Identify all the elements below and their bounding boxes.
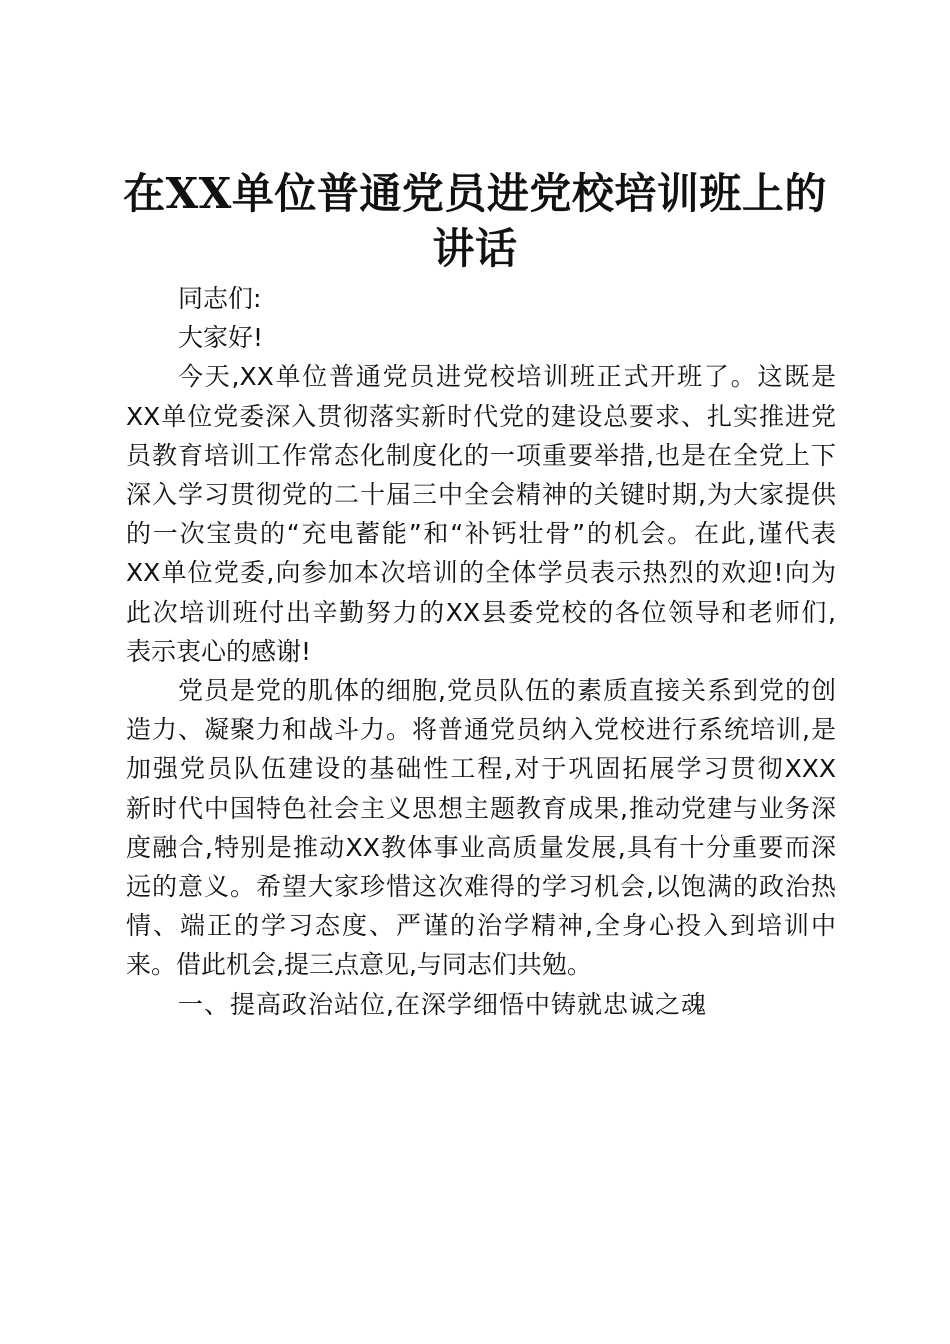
paragraph-1-line: 深入学习贯彻党的二十届三中全会精神的关键时期,为大家提供 [126,480,836,510]
paragraph-1-line: XX单位党委,向参加本次培训的全体学员表示热烈的欢迎!向为 [126,558,836,588]
greeting: 大家好! [178,323,264,353]
paragraph-2-line: 党员是党的肌体的细胞,党员队伍的素质直接关系到党的创 [178,676,836,706]
paragraph-1-line: 此次培训班付出辛勤努力的XX县委党校的各位领导和老师们, [126,597,836,627]
section-1-heading: 一、提高政治站位,在深学细悟中铸就忠诚之魂 [178,989,707,1019]
title-line-2: 讲话 [432,224,518,273]
paragraph-1 [126,357,836,671]
document-body [126,279,836,1024]
title-line-1: 在XX单位普通党员进党校培训班上的 [123,169,827,218]
paragraph-2-line: 情、端正的学习态度、严谨的治学精神,全身心投入到培训中 [126,911,836,941]
paragraph-2-line: 远的意义。希望大家珍惜这次难得的学习机会,以饱满的政治热 [126,872,836,902]
paragraph-1-line: 今天,XX单位普通党员进党校培训班正式开班了。这既是 [178,362,836,392]
paragraph-2-line: 造力、凝聚力和战斗力。将普通党员纳入党校进行系统培训,是 [126,715,836,745]
paragraph-2-line: 度融合,特别是推动XX教体事业高质量发展,具有十分重要而深 [126,832,836,862]
document-title [110,166,840,276]
paragraph-1-line: 表示衷心的感谢! [126,636,312,666]
paragraph-1-line: 的一次宝贵的“充电蓄能”和“补钙壮骨”的机会。在此,谨代表 [126,519,836,549]
paragraph-2 [126,671,836,985]
paragraph-1-line: XX单位党委深入贯彻落实新时代党的建设总要求、扎实推进党 [126,401,836,431]
paragraph-2-line: 新时代中国特色社会主义思想主题教育成果,推动党建与业务深 [126,793,836,823]
paragraph-2-line: 加强党员队伍建设的基础性工程,对于巩固拓展学习贯彻XXX [126,754,836,784]
salutation: 同志们: [178,284,262,313]
paragraph-1-line: 员教育培训工作常态化制度化的一项重要举措,也是在全党上下 [126,440,836,470]
paragraph-2-line: 来。借此机会,提三点意见,与同志们共勉。 [126,950,592,980]
